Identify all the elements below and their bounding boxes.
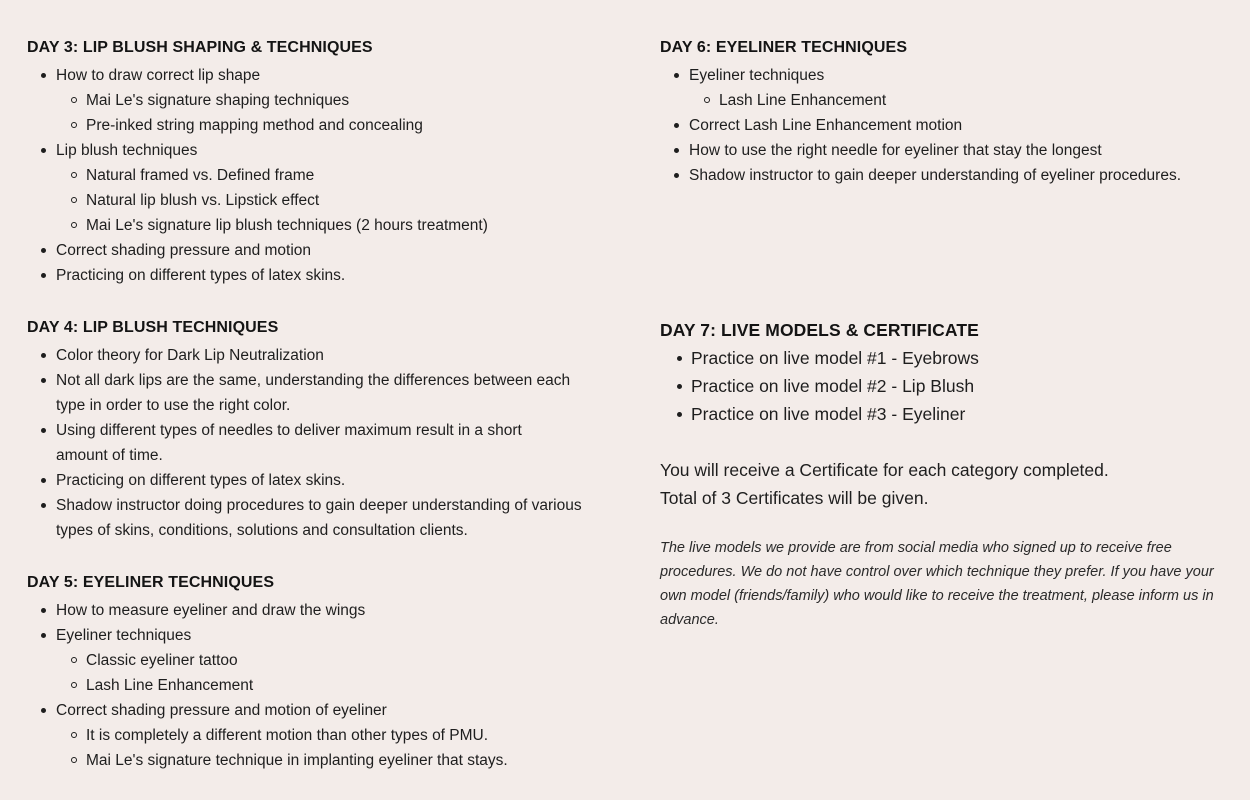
list-item: Eyeliner techniques: [660, 63, 1245, 88]
list-item: Shadow instructor to gain deeper understanding of eyeliner procedures.: [660, 163, 1245, 188]
list-item: How to measure eyeliner and draw the wings: [27, 598, 617, 623]
day4-title: DAY 4: LIP BLUSH TECHNIQUES: [27, 319, 279, 336]
day4-section: [27, 318, 617, 543]
list-item: Shadow instructor doing procedures to gain deeper understanding of various types of skins, conditions, solutions and consultation clients.: [27, 493, 586, 543]
day5-title: DAY 5: EYELINER TECHNIQUES: [27, 574, 275, 591]
day5-list: [27, 598, 617, 773]
list-item: Not all dark lips are the same, understanding the differences between each type in order to use the right color.: [27, 368, 576, 418]
sub-list-item: Pre-inked string mapping method and concealing: [27, 113, 617, 138]
day3-list: [27, 63, 617, 288]
day3-title: DAY 3: LIP BLUSH SHAPING & TECHNIQUES: [27, 39, 373, 56]
certificate-line-2: Total of 3 Certificates will be given.: [660, 488, 929, 508]
sub-list-item: Natural lip blush vs. Lipstick effect: [27, 188, 617, 213]
sub-list-item: Mai Le's signature technique in implanting eyeliner that stays.: [27, 748, 617, 773]
certificate-line-1: You will receive a Certificate for each category completed.: [660, 460, 1109, 480]
list-item: Practice on live model #2 - Lip Blush: [660, 372, 1245, 400]
sub-list-item: Lash Line Enhancement: [27, 673, 617, 698]
list-item: Practice on live model #1 - Eyebrows: [660, 344, 1245, 372]
day4-list: [27, 343, 587, 543]
day7-title: DAY 7: LIVE MODELS & CERTIFICATE: [660, 320, 979, 340]
day5-section: [27, 573, 617, 773]
day6-section: [660, 38, 1245, 188]
list-item: Eyeliner techniques: [27, 623, 617, 648]
certificate-info: [660, 456, 1245, 512]
sub-list-item: Mai Le's signature lip blush techniques (2 hours treatment): [27, 213, 617, 238]
note-text: The live models we provide are from social media who signed up to receive free procedures. We do not have control over which technique they prefer. If you have your own model (friends/family) who would like to receive the treatment, please inform us in advance.: [660, 540, 1214, 628]
list-item: Correct shading pressure and motion: [27, 238, 617, 263]
list-item: Practicing on different types of latex skins.: [27, 468, 587, 493]
list-item: How to draw correct lip shape: [27, 63, 617, 88]
sub-list-item: Mai Le's signature shaping techniques: [27, 88, 617, 113]
sub-list-item: Lash Line Enhancement: [660, 88, 1245, 113]
list-item: How to use the right needle for eyeliner that stay the longest: [660, 138, 1245, 163]
day7-list: [660, 344, 1245, 428]
list-item: Practice on live model #3 - Eyeliner: [660, 400, 1245, 428]
list-item: Correct shading pressure and motion of eyeliner: [27, 698, 617, 723]
day6-list: [660, 63, 1245, 188]
sub-list-item: Natural framed vs. Defined frame: [27, 163, 617, 188]
live-models-note: [660, 536, 1245, 632]
list-item: Color theory for Dark Lip Neutralization: [27, 343, 587, 368]
sub-list-item: It is completely a different motion than other types of PMU.: [27, 723, 617, 748]
list-item: Practicing on different types of latex skins.: [27, 263, 617, 288]
day3-section: [27, 38, 617, 288]
list-item: Correct Lash Line Enhancement motion: [660, 113, 1245, 138]
list-item: Using different types of needles to deliver maximum result in a short amount of time.: [27, 418, 576, 468]
day6-title: DAY 6: EYELINER TECHNIQUES: [660, 39, 908, 56]
day7-section: [660, 316, 1245, 428]
list-item: Lip blush techniques: [27, 138, 617, 163]
sub-list-item: Classic eyeliner tattoo: [27, 648, 617, 673]
